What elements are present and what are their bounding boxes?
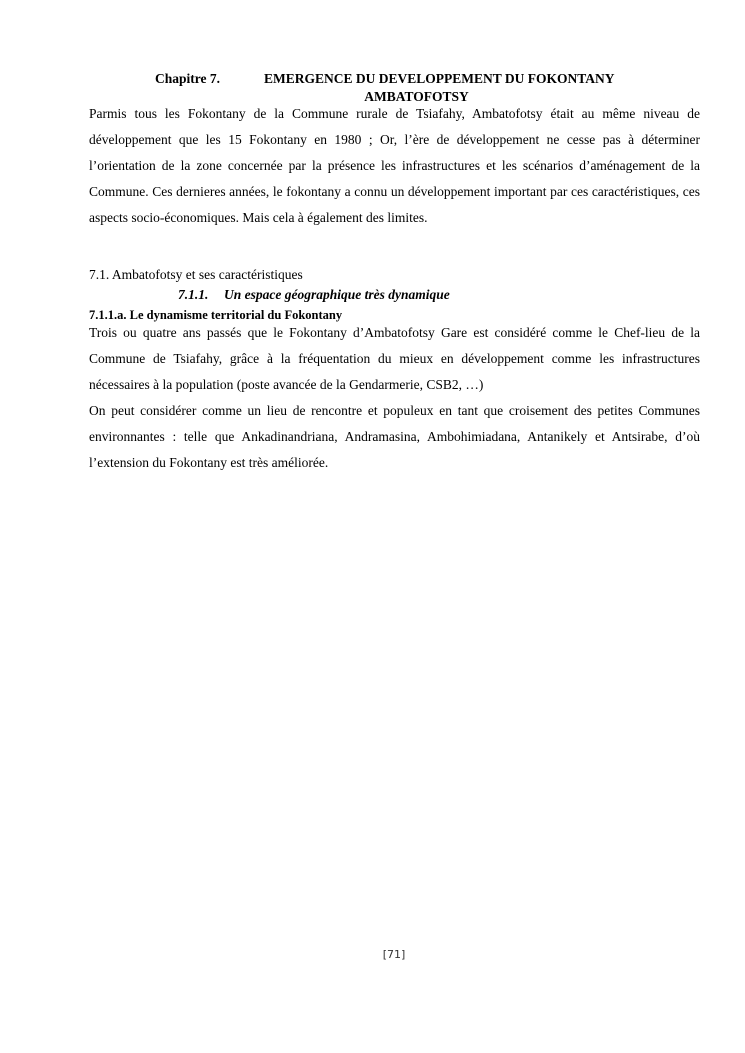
chapter-title-line1: EMERGENCE DU DEVELOPPEMENT DU FOKONTANY: [264, 71, 615, 86]
chapter-title-line2: AMBATOFOTSY: [364, 89, 469, 104]
subsection-heading: [178, 286, 450, 304]
body-paragraph: On peut considérer comme un lieu de rencontre et populeux en tant que croisement des petites Communes environnantes : telle que Ankadinandriana, Andramasina, Ambohimiadana, Antanikely et Antsirabe, d’où l’extension du Fokontany est très améliorée.: [89, 403, 700, 470]
subsection-number: 7.1.1.: [178, 287, 209, 302]
chapter-label: Chapitre 7.: [155, 71, 221, 86]
subsection-title: Un espace géographique très dynamique: [224, 287, 450, 302]
subsubsection-heading: 7.1.1.a. Le dynamisme territorial du Fokontany: [89, 308, 343, 322]
chapter-title-row: [89, 70, 700, 88]
body-paragraph: Trois ou quatre ans passés que le Fokontany d’Ambatofotsy Gare est considéré comme le Chef-lieu de la Commune de Tsiafahy, grâce à la fréquentation du mieux en développement comme les infrastructures nécessaires à la population (poste avancée de la Gendarmerie, CSB2, …): [89, 325, 700, 392]
page-number: [71]: [382, 948, 406, 961]
section-heading: 7.1. Ambatofotsy et ses caractéristiques: [89, 267, 303, 282]
intro-paragraph: Parmis tous les Fokontany de la Commune rurale de Tsiafahy, Ambatofotsy était au même niveau de développement que les 15 Fokontany en 1980 ; Or, l’ère de développement ne cesse pas à déterminer l’orientation de la zone concernée par la présence les infrastructures et les scénarios d’aménagement de la Commune. Ces dernieres années, le fokontany a connu un développement important par ces caractéristiques, ces aspects socio-économiques. Mais cela à également des limites.: [89, 106, 700, 225]
